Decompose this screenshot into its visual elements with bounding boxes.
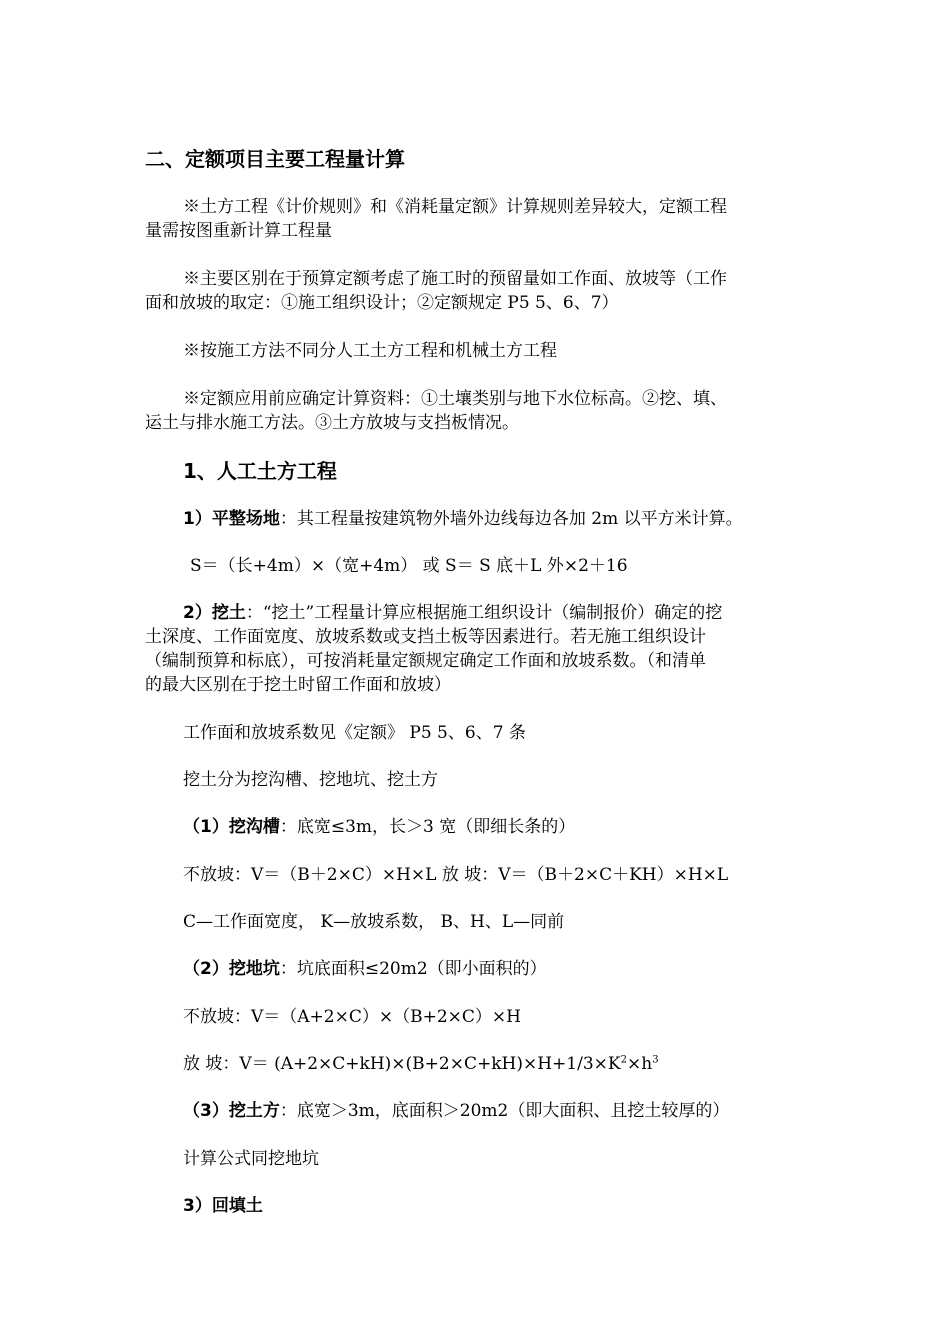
trench-label: （1）挖沟槽 <box>183 817 280 837</box>
subsection-title: 1、人工土方工程 <box>183 459 337 483</box>
pit-formula-exp-2: 3 <box>652 1054 659 1066</box>
item-3-label: 3）回填土 <box>183 1196 263 1216</box>
pit-formula-slope-tail: ×h <box>626 1054 653 1074</box>
note-1-line-2: 量需按图重新计算工程量 <box>145 221 332 241</box>
section-title: 二、定额项目主要工程量计算 <box>145 147 405 171</box>
item-2-label: 2）挖土 <box>183 603 246 623</box>
pit-paragraph <box>183 959 547 979</box>
item-1-formula: S＝（长+4m）×（宽+4m） 或 S＝ S 底＋L 外×2＋16 <box>190 556 628 576</box>
item-2-line-2: 土深度、工作面宽度、放坡系数或支挡土板等因素进行。若无施工组织设计 <box>145 627 706 647</box>
pit-label: （2）挖地坑 <box>183 959 280 979</box>
trench-legend: C—工作面宽度， K—放坡系数， B、H、L—同前 <box>183 912 565 932</box>
trench-paragraph <box>183 817 575 837</box>
pit-formula-slope <box>183 1054 659 1074</box>
earth-text: ：底宽＞3m，底面积＞20m2（即大面积、且挖土较厚的） <box>279 1101 730 1121</box>
note-4-line-1: ※定额应用前应确定计算资料：①土壤类别与地下水位标高。②挖、填、 <box>183 389 727 409</box>
earth-formula-note: 计算公式同挖地坑 <box>183 1149 319 1169</box>
earth-label: （3）挖土方 <box>183 1101 280 1121</box>
item-2-line-4: 的最大区别在于挖土时留工作面和放坡） <box>145 675 451 695</box>
trench-formula: 不放坡：V＝（B＋2×C）×H×L 放 坡：V＝（B＋2×C＋KH）×H×L <box>183 865 729 885</box>
pit-formula-slope-main: 放 坡：V＝ (A+2×C+kH)×(B+2×C+kH)×H+1/3×K <box>183 1054 621 1074</box>
pit-formula-no-slope: 不放坡：V＝（A+2×C）×（B+2×C）×H <box>183 1007 521 1027</box>
note-2-line-1: ※主要区别在于预算定额考虑了施工时的预留量如工作面、放坡等（工作 <box>183 269 727 289</box>
item-1-paragraph <box>183 509 743 529</box>
pit-text: ：坑底面积≤20m2（即小面积的） <box>279 959 547 979</box>
item-2-ref: 工作面和放坡系数见《定额》 P5 5、6、7 条 <box>183 723 526 743</box>
item-1-text: ：其工程量按建筑物外墙外边线每边各加 2m 以平方米计算。 <box>279 509 743 529</box>
item-2-text: ：“挖土”工程量计算应根据施工组织设计（编制报价）确定的挖 <box>245 603 723 623</box>
item-1-label: 1）平整场地 <box>183 509 280 529</box>
item-2-types: 挖土分为挖沟槽、挖地坑、挖土方 <box>183 770 438 790</box>
item-2-line-3: （编制预算和标底），可按消耗量定额规定确定工作面和放坡系数。（和清单 <box>145 651 706 671</box>
note-3-line-1: ※按施工方法不同分人工土方工程和机械土方工程 <box>183 341 557 361</box>
note-4-line-2: 运土与排水施工方法。③土方放坡与支挡板情况。 <box>145 413 519 433</box>
trench-text: ：底宽≤3m，长＞3 宽（即细长条的） <box>279 817 576 837</box>
pit-formula-exp-1: 2 <box>620 1054 627 1066</box>
note-2-line-2: 面和放坡的取定：①施工组织设计；②定额规定 P5 5、6、7） <box>145 293 619 313</box>
note-1-line-1: ※土方工程《计价规则》和《消耗量定额》计算规则差异较大，定额工程 <box>183 197 727 217</box>
item-2-line-1 <box>183 603 722 623</box>
earth-paragraph <box>183 1101 729 1121</box>
